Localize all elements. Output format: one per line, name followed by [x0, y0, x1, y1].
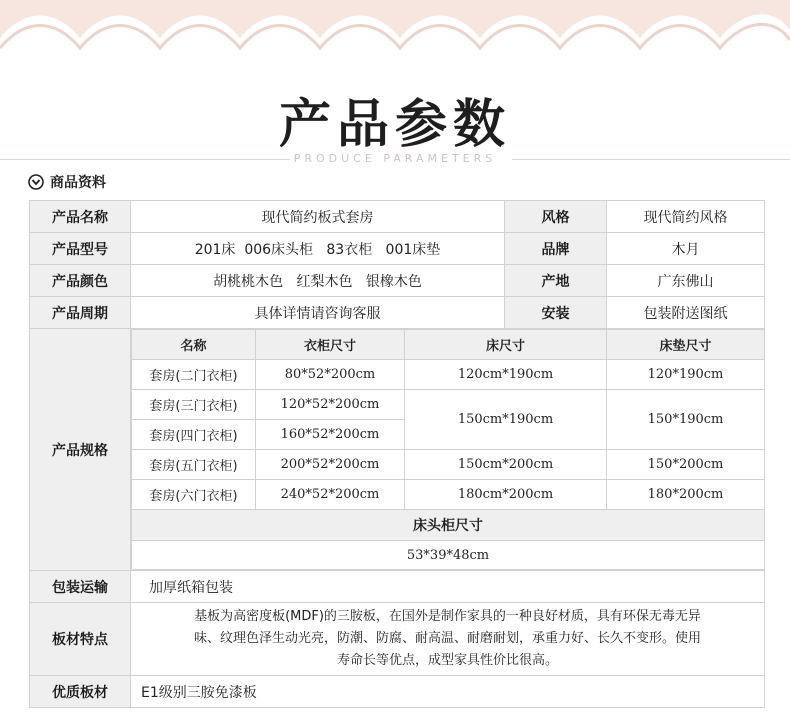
table-row: [30, 603, 765, 676]
table-row: [30, 676, 765, 708]
row-value: 加厚纸箱包装: [131, 571, 765, 603]
row-value: 具体详情请咨询客服: [131, 297, 505, 329]
row-label: 安装: [505, 297, 607, 329]
row-value: E1级别三胺免漆板: [131, 676, 765, 708]
row-label: 包装运输: [30, 571, 131, 603]
wardrobe-name: 套房(六门衣柜): [132, 480, 256, 510]
decorative-wave-banner: [0, 0, 790, 60]
row-value: 现代简约风格: [607, 201, 765, 233]
row-label: 优质板材: [30, 676, 131, 708]
bed-size: 180cm*200cm: [405, 480, 607, 510]
col-header-wardrobe: 衣柜尺寸: [256, 330, 405, 360]
row-label: 风格: [505, 201, 607, 233]
section-title: 商品资料: [50, 175, 106, 191]
row-value: 胡桃桃木色 红梨木色 银橡木色: [131, 265, 505, 297]
row-label: 品牌: [505, 233, 607, 265]
row-value: 现代简约板式套房: [131, 201, 505, 233]
wardrobe-name: 套房(四门衣柜): [132, 420, 256, 450]
wardrobe-name: 套房(五门衣柜): [132, 450, 256, 480]
row-label: 产品颜色: [30, 265, 131, 297]
wardrobe-size: 80*52*200cm: [256, 360, 405, 390]
row-label: 产品型号: [30, 233, 131, 265]
row-value: 包装附送图纸: [607, 297, 765, 329]
table-row: [30, 571, 765, 603]
check-circle-icon: [28, 174, 44, 190]
col-header-bed: 床尺寸: [405, 330, 607, 360]
table-row: [30, 329, 765, 571]
row-value: 201床 006床头柜 83衣柜 001床垫: [131, 233, 505, 265]
nightstand-size: 53*39*48cm: [132, 541, 765, 570]
wardrobe-size: 200*52*200cm: [256, 450, 405, 480]
table-row: [30, 265, 765, 297]
wardrobe-name: 套房(三门衣柜): [132, 390, 256, 420]
mattress-size: 180*200cm: [607, 480, 765, 510]
page-subtitle: PRODUCE PARAMETERS: [293, 152, 497, 165]
col-header-mattress: 床垫尺寸: [607, 330, 765, 360]
mattress-size: 150*190cm: [607, 390, 765, 450]
row-value: 广东佛山: [607, 265, 765, 297]
row-label: 板材特点: [30, 603, 131, 676]
bed-size: 120cm*190cm: [405, 360, 607, 390]
mattress-size: 150*200cm: [607, 450, 765, 480]
bed-size: 150cm*190cm: [405, 390, 607, 450]
spec-cell: [131, 329, 765, 571]
section-header: [28, 172, 106, 192]
col-header-name: 名称: [132, 330, 256, 360]
wardrobe-size: 160*52*200cm: [256, 420, 405, 450]
material-line: 寿命长等优点，成型家具性价比很高。: [336, 653, 558, 668]
material-description: [131, 603, 765, 676]
page-title: 产品参数: [278, 95, 511, 155]
wardrobe-name: 套房(二门衣柜): [132, 360, 256, 390]
spec-size-table: [131, 329, 765, 570]
row-label: 产品名称: [30, 201, 131, 233]
material-line: 味、纹理色泽生动光亮，防潮、防腐、耐高温、耐磨耐划，承重力好、长久不变形。使用: [193, 631, 701, 646]
wardrobe-size: 240*52*200cm: [256, 480, 405, 510]
row-value: 木月: [607, 233, 765, 265]
nightstand-header: 床头柜尺寸: [132, 510, 765, 541]
row-label: 产地: [505, 265, 607, 297]
wardrobe-size: 120*52*200cm: [256, 390, 405, 420]
row-label: 产品周期: [30, 297, 131, 329]
bed-size: 150cm*200cm: [405, 450, 607, 480]
mattress-size: 120*190cm: [607, 360, 765, 390]
table-row: [30, 297, 765, 329]
table-row: [30, 201, 765, 233]
table-row: [30, 233, 765, 265]
material-line: 基板为高密度板(MDF)的三胺板，在国外是制作家具的一种良好材质，具有环保无毒无异: [194, 609, 701, 624]
product-spec-table: [29, 200, 765, 708]
row-label: 产品规格: [30, 329, 131, 571]
